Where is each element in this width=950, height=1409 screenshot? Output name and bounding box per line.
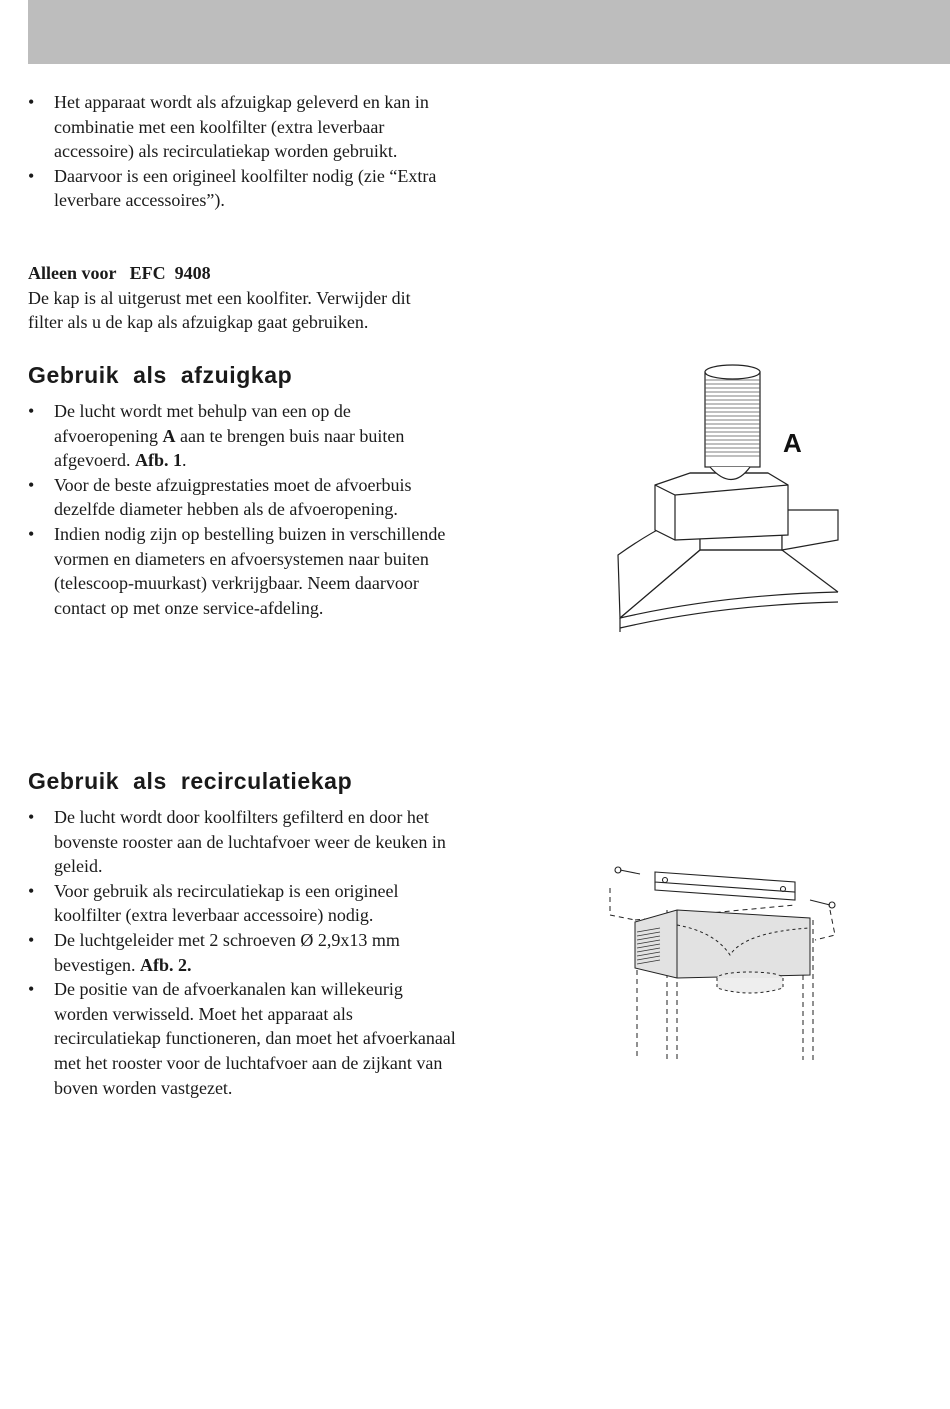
exhaust-bullet: • Indien nodig zijn op bestelling buizen in verschillende vormen en diameters en afvoersystemen naar buiten (telescoop-muurkast) verkrijgbaar. Neem daarvoor contact op met onze service-afdeling. — [28, 522, 458, 620]
figure-exhaust-hood — [600, 360, 850, 640]
figure-ref: Afb. 2. — [139, 954, 192, 975]
efc-note-heading: Alleen voor EFC 9408 — [28, 263, 211, 283]
figure-ref: Afb. 1 — [134, 450, 182, 471]
exhaust-bullet-text: aan te brengen buis naar buiten afgevoerd. — [54, 425, 405, 471]
efc-note-text: De kap is al uitgerust met een koolfiter. Verwijder dit filter als u de kap als afzuigkap gaat gebruiken. — [28, 287, 411, 333]
exhaust-bullet-text: De lucht wordt met behulp van een op de afvoeropening — [54, 401, 351, 446]
section-recirc-title: Gebruik als recirculatiekap — [28, 768, 353, 794]
exhaust-bullet-text: . — [181, 450, 187, 471]
section-exhaust-title: Gebruik als afzuigkap — [28, 362, 293, 388]
intro-section — [28, 90, 458, 213]
recirc-bullet-text: De luchtgeleider met 2 schroeven Ø 2,9x13 mm bevestigen. — [54, 929, 400, 975]
figure-air-deflector — [605, 860, 850, 1065]
recirc-bullet — [28, 928, 458, 977]
recirc-bullet: • Voor gebruik als recirculatiekap is een origineel koolfilter (extra leverbaar accessoire) nodig. — [28, 879, 458, 928]
figure-label-a: A — [783, 428, 802, 458]
recirc-list — [28, 805, 458, 1100]
opening-ref: A — [162, 425, 176, 446]
header-band — [28, 0, 950, 64]
exhaust-bullet: • Voor de beste afzuigprestaties moet de afvoerbuis dezelfde diameter hebben als de afvoeropening. — [28, 473, 458, 522]
recirc-bullet: • De positie van de afvoerkanalen kan willekeurig worden verwisseld. Moet het apparaat als recirculatiekap functioneren, dan moet het afvoerkanaal met het rooster voor de luchtafvoer aan de zijkant van boven worden vastgezet. — [28, 977, 458, 1100]
recirc-bullet: • De lucht wordt door koolfilters gefilterd en door het bovenste rooster aan de luchtafvoer weer de keuken in geleid. — [28, 805, 458, 879]
efc-note — [28, 261, 448, 335]
exhaust-bullet — [28, 399, 458, 473]
section-recirc — [28, 768, 458, 1100]
intro-bullet: • Het apparaat wordt als afzuigkap geleverd en kan in combinatie met een koolfilter (extra leverbaar accessoire) als recirculatiekap worden gebruikt. — [28, 90, 458, 164]
exhaust-list — [28, 399, 458, 620]
section-exhaust — [28, 362, 458, 620]
intro-list — [28, 90, 458, 213]
intro-bullet: • Daarvoor is een origineel koolfilter nodig (zie “Extra leverbare accessoires”). — [28, 164, 458, 213]
